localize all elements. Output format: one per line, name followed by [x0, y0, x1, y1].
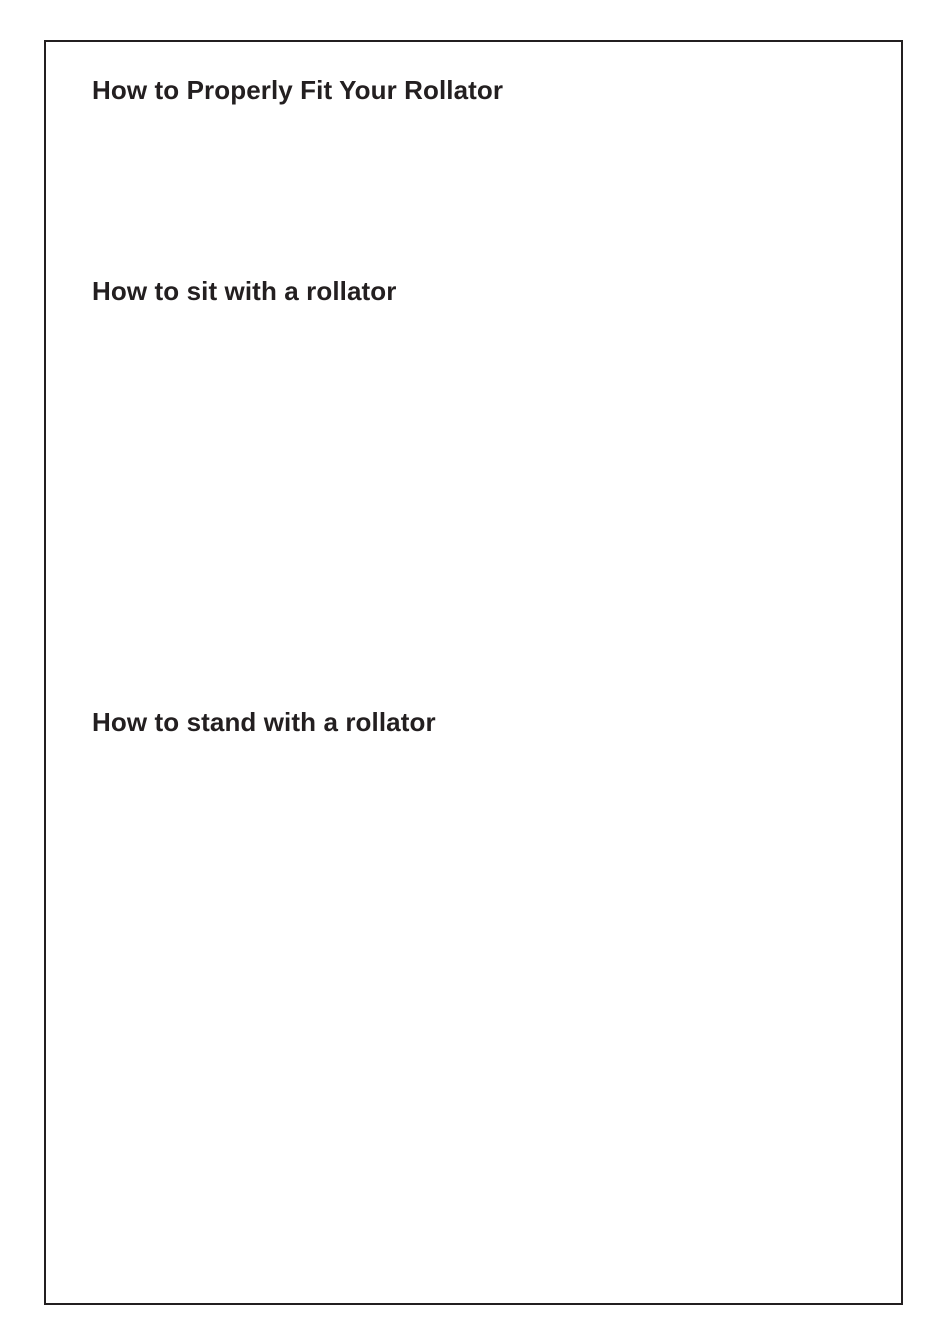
section-heading-sit-with-rollator: How to sit with a rollator — [92, 276, 397, 306]
section-heading-stand-with-rollator: How to stand with a rollator — [92, 707, 436, 737]
section-heading-fit-rollator: How to Properly Fit Your Rollator — [92, 75, 504, 105]
section-body-stand-with-rollator — [92, 752, 852, 1282]
section-body-fit-rollator — [92, 120, 852, 260]
section-body-sit-with-rollator — [92, 320, 852, 690]
